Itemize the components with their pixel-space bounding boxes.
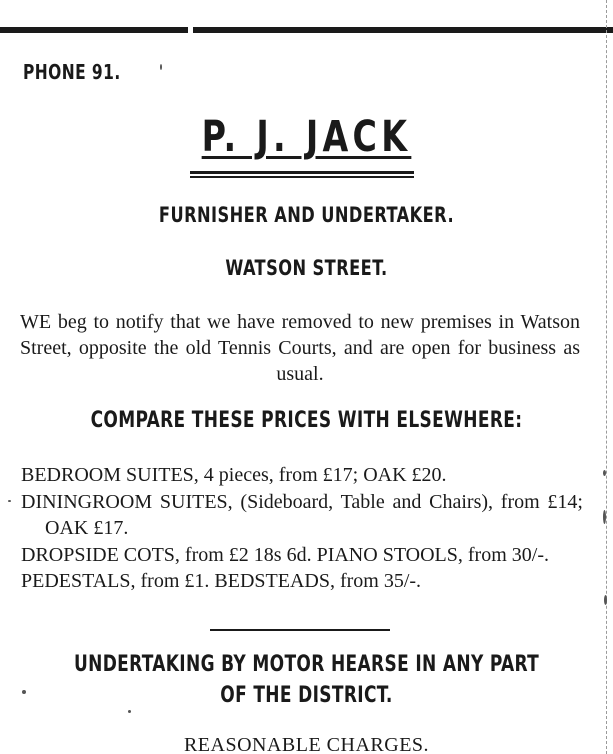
charges-line: REASONABLE CHARGES. [183,734,430,754]
trade-heading: FURNISHER AND UNDERTAKER. [158,203,455,227]
price-item-cots-stools: DROPSIDE COTS, from £2 18s 6d. PIANO STOOLS, from 30/-. [21,543,549,566]
print-speck [160,64,162,70]
price-item-bedroom-suites: BEDROOM SUITES, 4 pieces, from £17; OAK £20. [21,464,447,486]
undertaking-line-1: UNDERTAKING BY MOTOR HEARSE IN ANY PART [73,652,540,677]
print-speck [128,710,131,713]
column-edge [605,0,607,754]
price-list [21,462,583,595]
top-border-rule-break [188,27,193,33]
phone-number: PHONE 91. [23,60,121,84]
undertaking-line-2: OF THE DISTRICT. [220,683,393,708]
section-divider [210,629,390,631]
print-speck [604,595,607,605]
undertaking-notice [43,649,570,711]
name-double-rule-bottom [190,176,414,178]
compare-heading: COMPARE THESE PRICES WITH ELSEWHERE: [90,408,523,433]
print-speck [603,470,606,476]
price-item-diningroom-suites: DININGROOM SUITES, (Sideboard, Table and Chairs), from £14; OAK £17. [21,490,583,539]
removal-notice: WE beg to notify that we have removed to new premises in Watson Street, opposite the old Tennis Courts, and are open for business as usual. [20,311,580,385]
top-border-rule [0,27,613,33]
business-name: P. J. JACK [201,112,412,162]
price-item-pedestals-bedsteads: PEDESTALS, from £1. BEDSTEADS, from 35/-. [21,570,422,592]
print-speck [8,500,11,502]
print-speck [22,690,26,694]
street-heading: WATSON STREET. [225,256,388,280]
name-double-rule-top [190,171,414,174]
print-speck [603,510,606,524]
